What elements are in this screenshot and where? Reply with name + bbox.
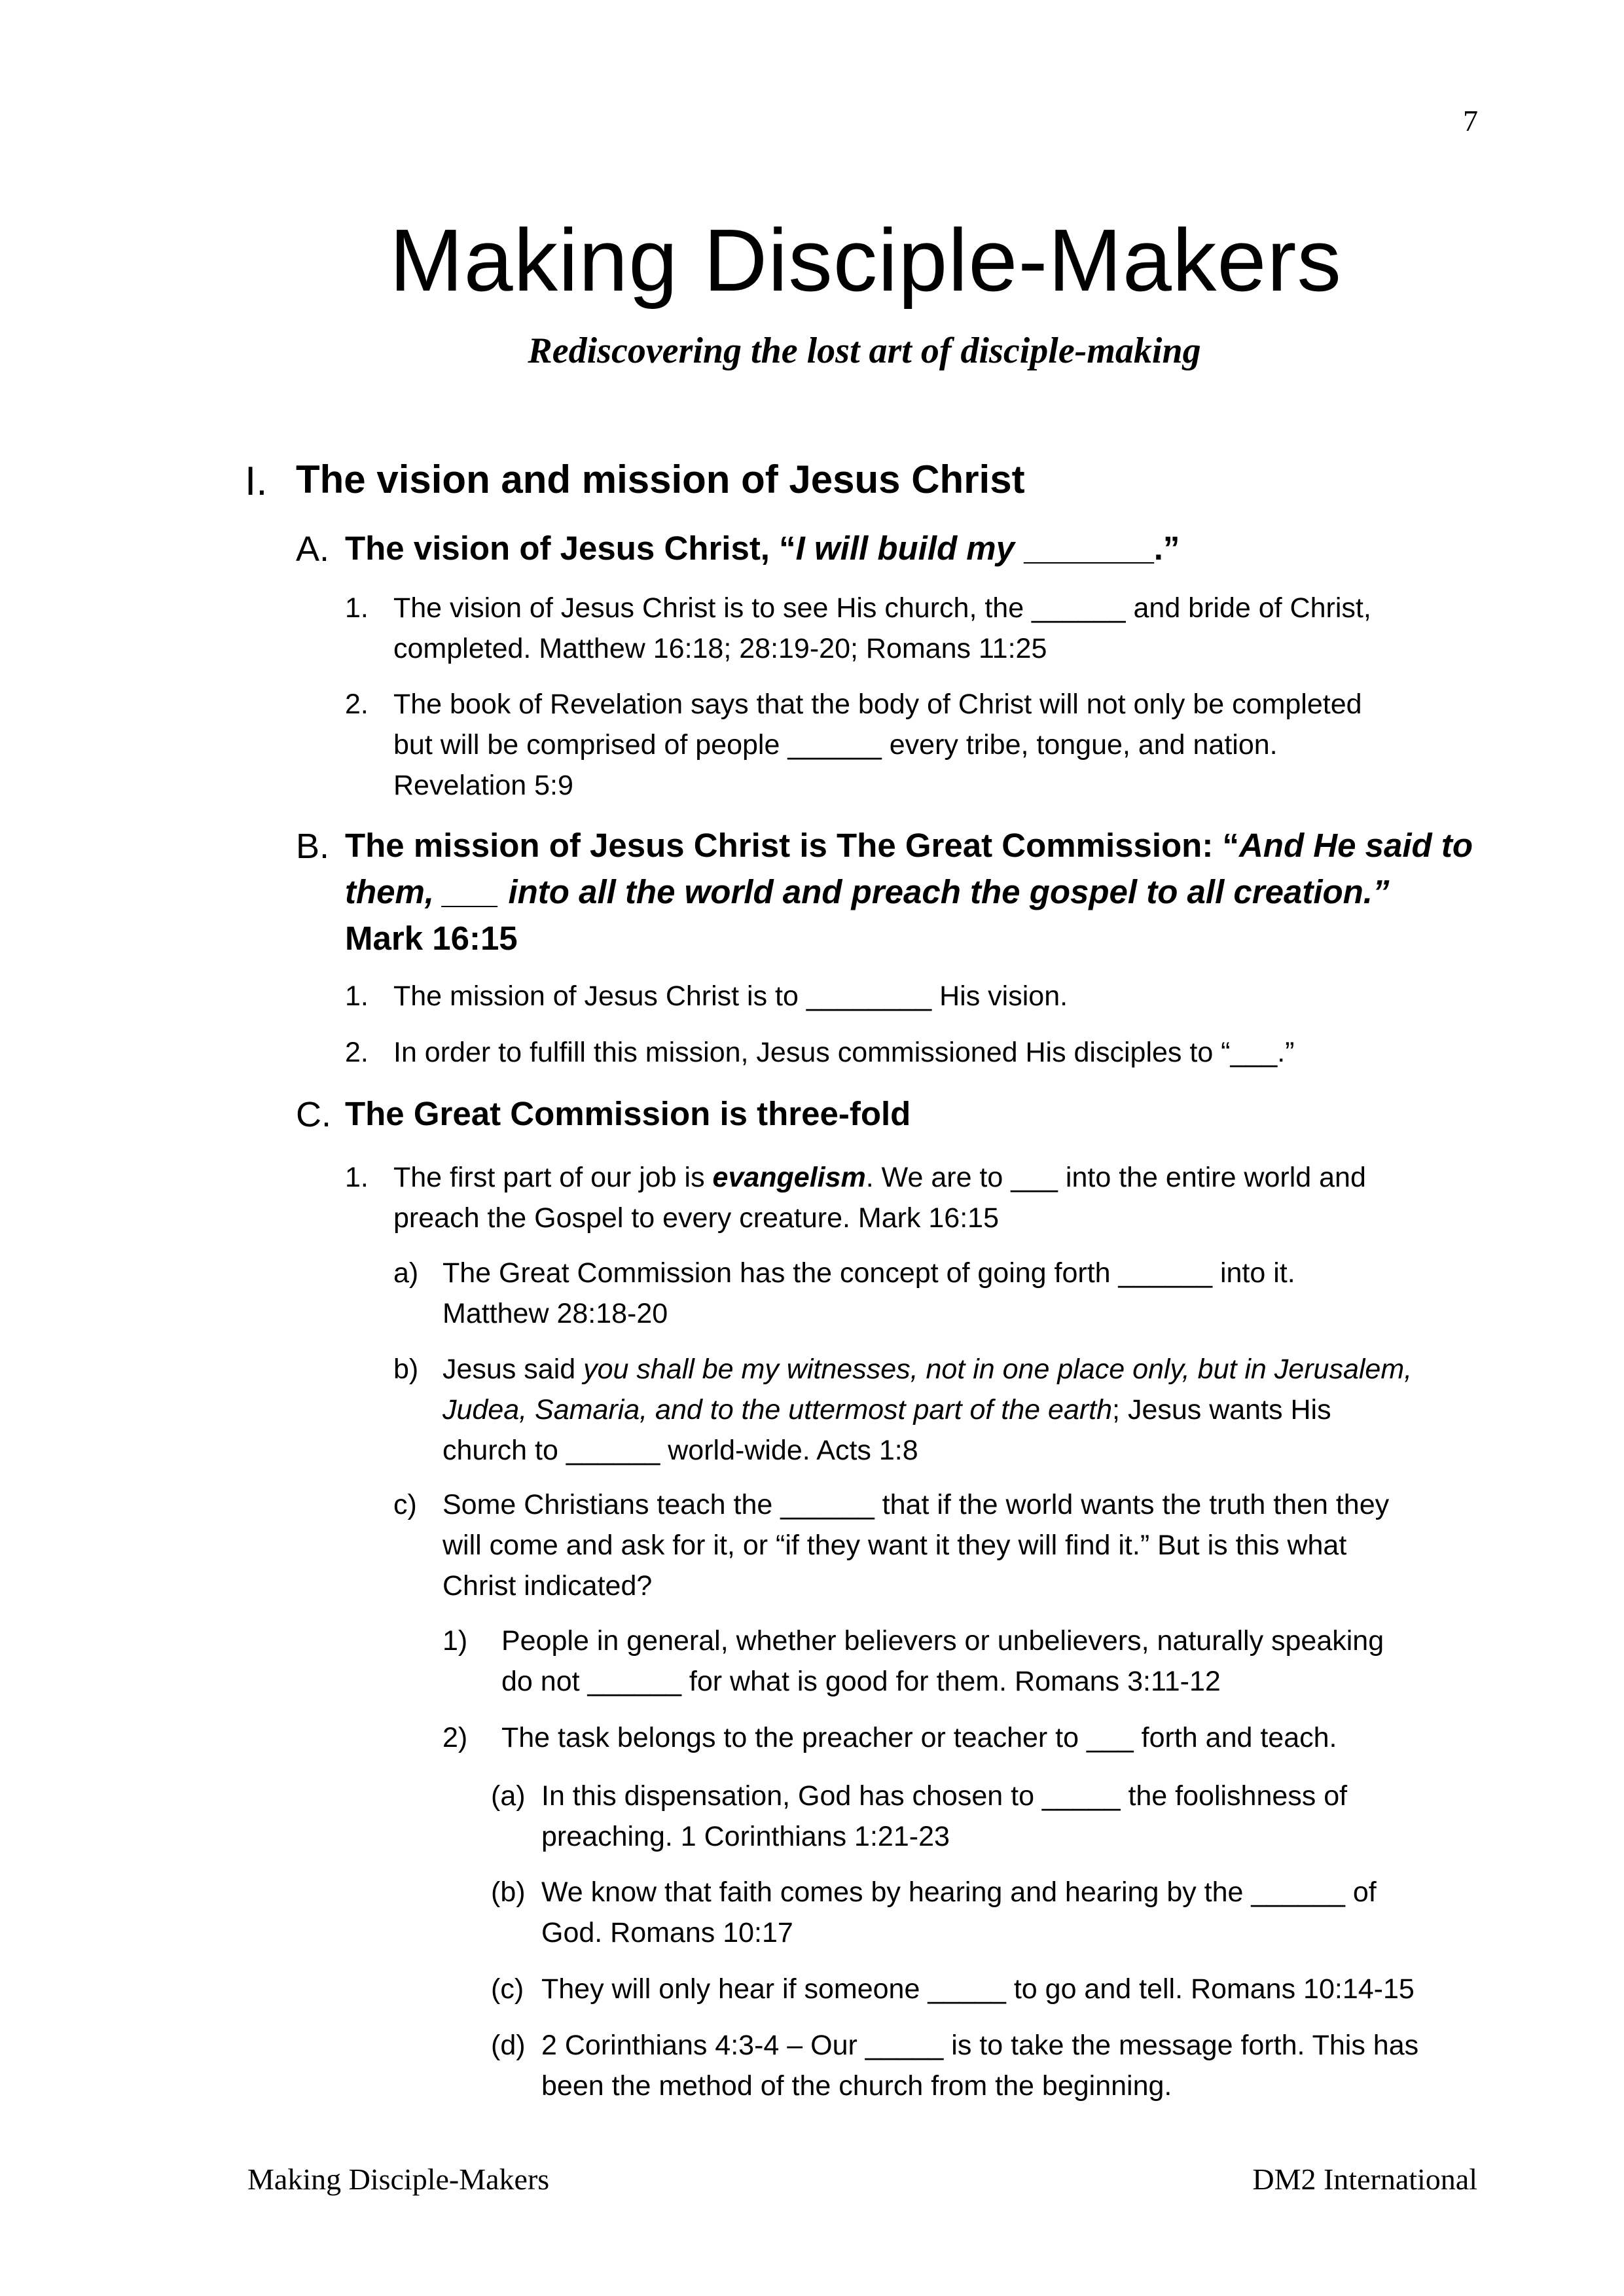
list-item-line: The task belongs to the preacher or teacher to ___ forth and teach. (501, 1722, 1337, 1753)
list-item-line: been the method of the church from the beginning. (541, 2070, 1172, 2102)
section-a-heading-quote: I will build my (795, 529, 1015, 567)
page-number: 7 (1463, 104, 1478, 137)
list-item-line: preaching. 1 Corinthians 1:21-23 (541, 1821, 950, 1852)
list-item-line (442, 1349, 1412, 1390)
section-i-heading: The vision and mission of Jesus Christ (296, 457, 1025, 501)
list-item-line: preach the Gospel to every creature. Mark 16:15 (393, 1202, 999, 1234)
list-item-line: Christ indicated? (442, 1570, 653, 1602)
list-item-label: c) (393, 1489, 417, 1520)
list-item-line: do not ______ for what is good for them. Romans 3:11-12 (501, 1666, 1221, 1697)
list-item-label: b) (393, 1354, 419, 1385)
list-item-label: (b) (491, 1876, 526, 1908)
list-item-label: 1) (442, 1625, 468, 1657)
list-item (442, 1253, 1295, 1334)
section-a-marker: A. (296, 529, 330, 569)
section-b-heading-quote: And He said to (1238, 827, 1473, 864)
list-item-label: (d) (491, 2030, 526, 2061)
list-item-label: 1. (345, 1162, 369, 1193)
list-item-label: 2. (345, 689, 369, 720)
list-item-line: will come and ask for it, or “if they want it they will find it.” But is this what (442, 1530, 1347, 1561)
section-b-heading-text: The mission of Jesus Christ is The Great Commission: “ (345, 827, 1239, 864)
list-item-line: God. Romans 10:17 (541, 1917, 793, 1948)
section-b-heading (345, 822, 1473, 961)
section-a-heading (345, 525, 1180, 571)
list-item-text: The first part of our job is (393, 1162, 713, 1193)
scripture-quote: Judea, Samaria, and to the uttermost part of the earth (442, 1394, 1113, 1426)
section-c-marker: C. (296, 1095, 331, 1134)
list-item (393, 1157, 1366, 1238)
list-item-line: but will be comprised of people ______ every tribe, tongue, and nation. (393, 729, 1278, 761)
list-item-label: 1. (345, 980, 369, 1012)
section-b-heading-line (345, 869, 1473, 915)
list-item-label: 1. (345, 592, 369, 624)
list-item-line: church to ______ world-wide. Acts 1:8 (442, 1435, 918, 1466)
list-item (393, 1032, 1295, 1073)
list-item-label: 2) (442, 1722, 468, 1753)
section-b-heading-line (345, 822, 1473, 869)
emphasis-evangelism: evangelism (712, 1162, 866, 1193)
section-a-heading-prefix: The vision of Jesus Christ, “ (345, 529, 796, 567)
list-item-label: (a) (491, 1780, 526, 1812)
list-item-line: The mission of Jesus Christ is to ________ His vision. (393, 980, 1068, 1012)
page-title: Making Disciple-Makers (389, 211, 1342, 310)
list-item-text: ; Jesus wants His (1112, 1394, 1331, 1426)
section-i-marker: I. (245, 459, 268, 504)
list-item-line: 2 Corinthians 4:3-4 – Our _____ is to take the message forth. This has (541, 2030, 1419, 2061)
list-item-line: Some Christians teach the ______ that if the world wants the truth then they (442, 1489, 1390, 1520)
list-item (442, 1484, 1389, 1606)
list-item-line: Matthew 28:18-20 (442, 1298, 668, 1329)
list-item-line: In order to fulfill this mission, Jesus commissioned His disciples to “___.” (393, 1037, 1295, 1068)
list-item (541, 2025, 1418, 2106)
list-item (541, 1969, 1415, 2009)
section-b-heading-ref: Mark 16:15 (345, 920, 518, 957)
list-item-line (442, 1390, 1412, 1430)
list-item (442, 1349, 1412, 1471)
list-item-line: The book of Revelation says that the body of Christ will not only be completed (393, 689, 1362, 720)
list-item-line: We know that faith comes by hearing and hearing by the ______ of (541, 1876, 1377, 1908)
list-item (501, 1717, 1337, 1758)
list-item-line: The vision of Jesus Christ is to see His church, the ______ and bride of Christ, (393, 592, 1371, 624)
list-item (541, 1872, 1377, 1953)
list-item (393, 976, 1068, 1016)
section-a-heading-suffix: _______.” (1015, 529, 1180, 567)
list-item (501, 1621, 1384, 1702)
list-item-line: completed. Matthew 16:18; 28:19-20; Romans 11:25 (393, 633, 1047, 664)
list-item-line: Revelation 5:9 (393, 770, 573, 801)
list-item (393, 588, 1371, 669)
list-item-label: a) (393, 1257, 419, 1289)
list-item-label: 2. (345, 1037, 369, 1068)
list-item-text: Jesus said (442, 1354, 584, 1385)
section-b-heading-quote-cont: them, ___ into all the world and preach the gospel to all creation.” (345, 873, 1390, 910)
footer-organization: DM2 International (1252, 2162, 1477, 2196)
scripture-quote: you shall be my witnesses, not in one place only, but in Jerusalem, (583, 1354, 1413, 1385)
section-c-heading: The Great Commission is three-fold (345, 1095, 911, 1132)
section-b-marker: B. (296, 827, 330, 866)
list-item (393, 684, 1362, 806)
footer-title: Making Disciple-Makers (247, 2162, 550, 2196)
page-subtitle: Rediscovering the lost art of disciple-making (528, 331, 1201, 371)
list-item-text: . We are to ___ into the entire world and (865, 1162, 1366, 1193)
list-item-line: The Great Commission has the concept of going forth ______ into it. (442, 1257, 1295, 1289)
list-item-line: In this dispensation, God has chosen to _____ the foolishness of (541, 1780, 1348, 1812)
list-item-line (393, 1157, 1366, 1198)
list-item-label: (c) (491, 1973, 524, 2005)
list-item-line: People in general, whether believers or unbelievers, naturally speaking (501, 1625, 1384, 1657)
list-item (541, 1776, 1347, 1857)
list-item-line: They will only hear if someone _____ to go and tell. Romans 10:14-15 (541, 1973, 1415, 2005)
